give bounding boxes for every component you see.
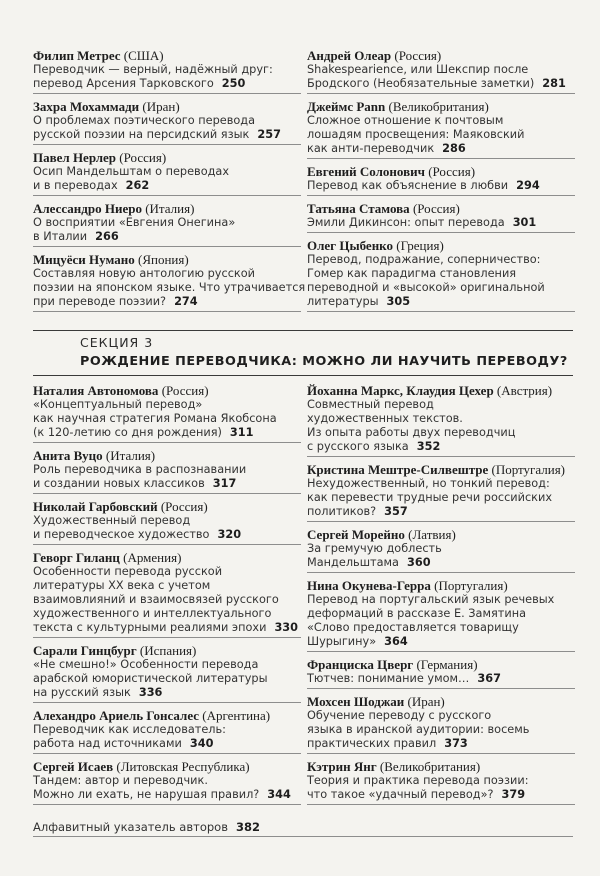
article-title-line — [307, 737, 575, 751]
page-number: 364 — [384, 635, 408, 648]
article-title-line — [33, 528, 301, 542]
article-title-line — [33, 579, 301, 593]
author-name — [33, 252, 301, 267]
article-title-text: Особенности перевода русской — [33, 565, 223, 578]
author-name-text: Андрей Олеар — [307, 48, 392, 63]
author-name-text: Анита Вуцо — [33, 448, 103, 463]
toc-entry — [33, 150, 301, 196]
article-title-line — [307, 253, 575, 267]
author-name-text: Евгений Солонович — [307, 164, 425, 179]
author-name-text: Франциска Цверг — [307, 657, 414, 672]
toc-entry — [307, 164, 575, 196]
author-name-text: Джеймс Рann — [307, 99, 386, 114]
page-number: 330 — [274, 621, 299, 634]
article-title — [33, 267, 306, 312]
article-title-line — [307, 774, 575, 788]
article-title-text: Совместный перевод — [307, 398, 434, 411]
article-title-text: языка в иранской аудитории: восемь — [307, 723, 530, 736]
article-title — [307, 672, 575, 689]
article-title-text: Обучение переводу с русского — [307, 709, 492, 722]
article-title-text: литературы XX века с учетом — [33, 579, 211, 592]
article-title — [33, 774, 301, 805]
article-title-text: Сложное отношение к почтовым — [307, 114, 504, 127]
article-title-line — [307, 295, 575, 309]
author-name — [307, 657, 575, 672]
article-title — [307, 114, 575, 159]
article-title-text: Тандем: автор и переводчик. — [33, 774, 208, 787]
toc-entry — [33, 550, 301, 638]
article-title-text: Шурыгину» — [307, 635, 377, 648]
author-name — [307, 527, 575, 542]
author-country: (Иран) — [407, 694, 445, 709]
article-title-line — [307, 63, 575, 77]
author-country: (Россия) — [428, 164, 476, 179]
article-title-text: и в переводах — [33, 179, 118, 192]
article-title — [307, 63, 575, 94]
toc-entry — [33, 759, 301, 805]
toc-entry — [307, 48, 575, 94]
article-title-text: Переводчик — верный, надёжный друг: — [33, 63, 273, 76]
toc-entry — [33, 643, 301, 703]
article-title — [307, 709, 575, 754]
author-name-text: Николай Гарбовский — [33, 499, 158, 514]
article-title-line — [307, 672, 575, 686]
page-number: 294 — [516, 179, 540, 192]
article-title-line — [33, 63, 301, 77]
article-title-text: Из опыта работы двух переводчиц — [307, 426, 516, 439]
page-number: 357 — [384, 505, 408, 518]
author-country: (Япония) — [137, 252, 189, 267]
article-title-line — [307, 281, 575, 295]
article-title-text: Теория и практика перевода поэзии: — [307, 774, 529, 787]
article-title-text: Составляя новую антологию русской — [33, 267, 255, 280]
author-name — [33, 48, 301, 63]
author-name-text: Олег Цыбенко — [307, 238, 393, 253]
author-country: (Великобритания) — [379, 759, 481, 774]
article-title-text: практических правил — [307, 737, 437, 750]
toc-entry — [307, 462, 575, 522]
article-title-text: О проблемах поэтического перевода — [33, 114, 255, 127]
article-title-text: деформаций в рассказе Е. Замятина — [307, 607, 527, 620]
toc-entry — [33, 99, 301, 145]
article-title-text: текста с культурными реалиями эпохи — [33, 621, 267, 634]
article-title-line — [33, 607, 301, 621]
author-name — [33, 99, 301, 114]
article-title-text: литературы — [307, 295, 379, 308]
article-title-line — [33, 412, 301, 426]
author-name — [307, 164, 575, 179]
article-title-text: работа над источниками — [33, 737, 182, 750]
article-title-line — [307, 440, 575, 454]
article-title-line — [307, 267, 575, 281]
article-title-line — [33, 788, 301, 802]
page-number: 379 — [501, 788, 526, 801]
article-title-line — [33, 514, 301, 528]
page-number: 250 — [221, 77, 246, 90]
page-number: 336 — [138, 686, 163, 699]
article-title-line — [33, 426, 301, 440]
article-title-line — [33, 565, 301, 579]
article-title-line — [307, 505, 575, 519]
author-country: (Германия) — [416, 657, 478, 672]
article-title-text: О восприятии «Евгения Онегина» — [33, 216, 236, 229]
article-title-line — [33, 658, 301, 672]
article-title-line — [33, 165, 301, 179]
author-name-text: Филип Метрес — [33, 48, 121, 63]
article-title — [33, 398, 301, 443]
article-title — [33, 165, 301, 196]
article-title-text: художественных текстов. — [307, 412, 463, 425]
author-name-text: Алессандро Ниеро — [33, 201, 142, 216]
toc-entry — [307, 201, 575, 233]
article-title — [307, 477, 575, 522]
article-title-line — [307, 593, 575, 607]
article-title-line — [307, 542, 575, 556]
article-title-line — [33, 621, 301, 635]
author-country: (Великобритания) — [388, 99, 489, 114]
author-name — [33, 150, 301, 165]
author-name — [33, 201, 301, 216]
article-title-line — [33, 179, 301, 193]
article-title-text: Перевод на португальский язык речевых — [307, 593, 555, 606]
article-title-line — [33, 77, 301, 91]
author-name-text: Сарали Гинцбург — [33, 643, 137, 658]
author-name — [307, 694, 575, 709]
article-title — [307, 179, 575, 196]
article-title-line — [307, 77, 575, 91]
toc-entry — [307, 238, 575, 312]
toc-entry — [33, 448, 301, 494]
article-title — [307, 593, 575, 652]
article-title — [307, 253, 575, 312]
article-title-line — [33, 463, 301, 477]
author-country: (Россия) — [394, 48, 442, 63]
article-title — [307, 216, 575, 233]
article-title-text: и переводческое художество — [33, 528, 210, 541]
article-title-text: поэзии на японском языке. Что утрачивается — [33, 281, 306, 294]
article-title — [33, 514, 301, 545]
author-index-page: 382 — [235, 820, 260, 834]
article-title-text: Можно ли ехать, не нарушая правил? — [33, 788, 260, 801]
section-title: РОЖДЕНИЕ ПЕРЕВОДЧИКА: МОЖНО ЛИ НАУЧИТЬ ПЕРЕВОДУ? — [80, 354, 568, 369]
author-name-text: Павел Нерлер — [33, 150, 117, 165]
author-name — [33, 499, 301, 514]
article-title-text: Нехудожественный, но тонкий перевод: — [307, 477, 550, 490]
page-number: 317 — [212, 477, 237, 490]
toc-entry — [307, 694, 575, 754]
author-name-text: Сергей Исаев — [33, 759, 114, 774]
author-name-text: Мохсен Шоджаи — [307, 694, 405, 709]
author-name — [33, 759, 301, 774]
article-title-line — [33, 723, 301, 737]
article-title-line — [33, 128, 301, 142]
author-name — [33, 550, 301, 565]
page-number: 311 — [229, 426, 254, 439]
author-name — [307, 578, 575, 593]
article-title-text: «Не смешно!» Особенности перевода — [33, 658, 259, 671]
author-name-text: Алехандро Ариель Гонсалес — [33, 708, 200, 723]
author-country: (Армения) — [123, 550, 182, 565]
author-country: (Иран) — [142, 99, 180, 114]
article-title — [33, 463, 301, 494]
article-title — [307, 398, 575, 457]
article-title — [33, 216, 301, 247]
author-name-text: Наталия Автономова — [33, 383, 159, 398]
page-number: 301 — [512, 216, 537, 229]
page-number: 281 — [542, 77, 566, 90]
author-country: (США) — [123, 48, 164, 63]
toc-entry — [307, 383, 575, 457]
article-title-line — [33, 230, 301, 244]
article-title-text: Осип Мандельштам о переводах — [33, 165, 230, 178]
page-number: 286 — [442, 142, 466, 155]
toc-entry — [33, 383, 301, 443]
page-number: 367 — [477, 672, 501, 685]
article-title-line — [307, 412, 575, 426]
author-name — [307, 383, 575, 398]
article-title-text: Гомер как парадигма становления — [307, 267, 517, 280]
article-title-text: переводной и «высокой» оригинальной — [307, 281, 545, 294]
article-title — [33, 658, 301, 703]
article-title-text: на русский язык — [33, 686, 131, 699]
author-name — [33, 643, 301, 658]
article-title-line — [307, 556, 575, 570]
author-name-text: Сергей Морейно — [307, 527, 405, 542]
author-country: (Литовская Республика) — [116, 759, 250, 774]
author-country: (Греция) — [396, 238, 444, 253]
author-country: (Австрия) — [496, 383, 553, 398]
toc-entry — [33, 252, 306, 312]
toc-entry — [33, 499, 301, 545]
article-title-line — [307, 621, 575, 635]
author-country: (Италия) — [145, 201, 195, 216]
article-title-line — [33, 774, 301, 788]
article-title-line — [33, 216, 301, 230]
article-title-text: взаимовлияний и взаимосвязей русского — [33, 593, 279, 606]
page-number: 340 — [189, 737, 214, 750]
article-title-text: и создании новых классиков — [33, 477, 205, 490]
page-number: 266 — [95, 230, 119, 243]
toc-entry — [33, 708, 301, 754]
page-number: 257 — [257, 128, 281, 141]
article-title-line — [33, 398, 301, 412]
toc-column-section2-left — [33, 48, 306, 317]
article-title-text: как перевести трудные речи российских — [307, 491, 553, 504]
article-title-text: «Концептуальный перевод» — [33, 398, 203, 411]
author-name — [307, 48, 575, 63]
author-country: (Аргентина) — [202, 708, 271, 723]
article-title-text: политиков? — [307, 505, 377, 518]
author-name — [33, 383, 301, 398]
article-title-text: Бродского (Необязательные заметки) — [307, 77, 535, 90]
article-title-line — [307, 179, 575, 193]
article-title-text: Художественный перевод — [33, 514, 191, 527]
article-title-text: в Италии — [33, 230, 88, 243]
author-name-text: Нина Окунева-Герра — [307, 578, 431, 593]
article-title-text: Тютчев: понимание умом… — [307, 672, 470, 685]
author-country: (Россия) — [160, 499, 208, 514]
article-title — [33, 114, 301, 145]
author-name — [307, 238, 575, 253]
article-title-text: как научная стратегия Романа Якобсона — [33, 412, 277, 425]
author-country: (Латвия) — [408, 527, 456, 542]
author-index-entry — [33, 820, 573, 837]
page-number: 360 — [406, 556, 431, 569]
toc-entry — [307, 527, 575, 573]
article-title-text: арабской юмористической литературы — [33, 672, 268, 685]
section-number: СЕКЦИЯ 3 — [80, 335, 154, 350]
toc-column-section3-left — [33, 383, 301, 810]
article-title-text: с русского языка — [307, 440, 409, 453]
article-title-text: За гремучую доблесть — [307, 542, 442, 555]
page-number: 305 — [386, 295, 411, 308]
author-name-text: Йоханна Маркс, Клаудия Цехер — [307, 383, 494, 398]
author-name-text: Геворг Гиланц — [33, 550, 120, 565]
author-country: (Португалия) — [434, 578, 508, 593]
article-title — [33, 63, 301, 94]
article-title — [33, 723, 301, 754]
author-country: (Россия) — [119, 150, 167, 165]
toc-column-section2-right — [307, 48, 575, 317]
article-title-text: Shakespearience, или Шекспир после — [307, 63, 529, 76]
article-title-text: художественного и интеллектуального — [33, 607, 272, 620]
article-title-line — [307, 216, 575, 230]
article-title-line — [33, 737, 301, 751]
article-title-text: при переводе поэзии? — [33, 295, 167, 308]
article-title-line — [33, 114, 301, 128]
article-title-line — [307, 477, 575, 491]
author-name-text: Кэтрин Янг — [307, 759, 377, 774]
article-title-text: лошадям просвещения: Маяковский — [307, 128, 525, 141]
author-name-text: Захра Мохаммади — [33, 99, 140, 114]
article-title-line — [307, 607, 575, 621]
article-title-line — [307, 128, 575, 142]
article-title-text: Переводчик как исследователь: — [33, 723, 226, 736]
author-name — [307, 462, 575, 477]
article-title-line — [307, 723, 575, 737]
article-title — [307, 542, 575, 573]
toc-entry — [33, 201, 301, 247]
author-name — [33, 708, 301, 723]
article-title-text: Перевод, подражание, соперничество: — [307, 253, 541, 266]
article-title-line — [307, 709, 575, 723]
author-name — [307, 201, 575, 216]
author-country: (Россия) — [412, 201, 460, 216]
author-country: (Италия) — [105, 448, 156, 463]
page-number: 320 — [217, 528, 242, 541]
article-title-text: (к 120-летию со дня рождения) — [33, 426, 222, 439]
toc-entry — [307, 578, 575, 652]
article-title-line — [33, 267, 301, 281]
toc-entry — [307, 99, 575, 159]
article-title-text: Перевод как объяснение в любви — [307, 179, 509, 192]
page-number: 373 — [444, 737, 468, 750]
toc-entry — [33, 48, 301, 94]
article-title — [307, 774, 575, 805]
section-divider-top — [33, 330, 573, 331]
page-number: 344 — [267, 788, 291, 801]
article-title — [33, 565, 301, 638]
article-title-line — [33, 477, 301, 491]
author-country: (Португалия) — [491, 462, 566, 477]
toc-column-section3-right — [307, 383, 575, 810]
article-title-text: русской поэзии на персидский язык — [33, 128, 250, 141]
article-title-line — [307, 491, 575, 505]
author-country: (Россия) — [161, 383, 209, 398]
article-title-line — [307, 426, 575, 440]
page-number: 262 — [125, 179, 150, 192]
article-title-text: перевод Арсения Тарковского — [33, 77, 214, 90]
toc-entry — [307, 657, 575, 689]
article-title-text: что такое «удачный перевод»? — [307, 788, 494, 801]
toc-entry — [307, 759, 575, 805]
article-title-line — [33, 686, 301, 700]
article-title-text: Мандельштама — [307, 556, 399, 569]
article-title-line — [33, 281, 306, 295]
author-name-text: Татьяна Стамова — [307, 201, 410, 216]
article-title-text: как анти-переводчик — [307, 142, 435, 155]
article-title-line — [33, 672, 301, 686]
author-name — [33, 448, 301, 463]
article-title-line — [33, 295, 301, 309]
article-title-text: Роль переводчика в распознавании — [33, 463, 247, 476]
article-title-line — [307, 114, 575, 128]
article-title-text: «Слово предоставляется товарищу — [307, 621, 519, 634]
author-name-text: Кристина Мештре-Силвештре — [307, 462, 489, 477]
page-number: 352 — [416, 440, 441, 453]
article-title-line — [307, 788, 575, 802]
article-title-line — [33, 593, 301, 607]
author-index-label: Алфавитный указатель авторов — [33, 820, 228, 834]
article-title-line — [307, 142, 575, 156]
page-number: 274 — [174, 295, 198, 308]
author-name — [307, 759, 575, 774]
author-name-text: Мицуёси Нумано — [33, 252, 135, 267]
article-title-text: Эмили Дикинсон: опыт перевода — [307, 216, 505, 229]
author-name — [307, 99, 575, 114]
section-divider-bottom — [33, 375, 573, 376]
article-title-line — [307, 398, 575, 412]
article-title-line — [307, 635, 575, 649]
author-country: (Испания) — [139, 643, 197, 658]
